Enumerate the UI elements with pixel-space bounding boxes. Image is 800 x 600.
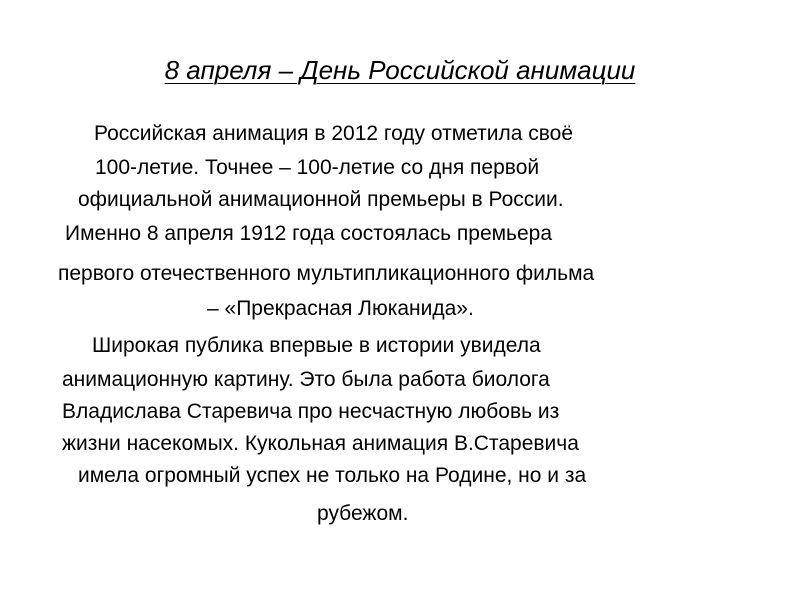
slide-title: 8 апреля – День Российской анимации: [164, 55, 636, 85]
body-line-5: первого отечественного мультипликационного фильма: [58, 262, 595, 285]
body-line-6: – «Прекрасная Люканида».: [207, 297, 474, 320]
body-line-7: Широкая публика впервые в истории увидела: [92, 334, 541, 357]
body-line-1: Российская анимация в 2012 году отметила своё: [94, 122, 574, 145]
body-line-12: рубежом.: [317, 502, 409, 525]
body-line-10: жизни насекомых. Кукольная анимация В.Старевича: [62, 432, 579, 455]
body-line-8: анимационную картину. Это была работа биолога: [62, 368, 550, 391]
body-line-9: Владислава Старевича про несчастную любовь из: [62, 400, 560, 423]
body-line-2: 100-летие. Точнее – 100-летие со дня первой: [95, 156, 540, 179]
body-line-3: официальной анимационной премьеры в России.: [78, 188, 564, 211]
body-line-4: Именно 8 апреля 1912 года состоялась премьера: [65, 222, 553, 245]
body-line-11: имела огромный успех не только на Родине, но и за: [78, 464, 587, 487]
